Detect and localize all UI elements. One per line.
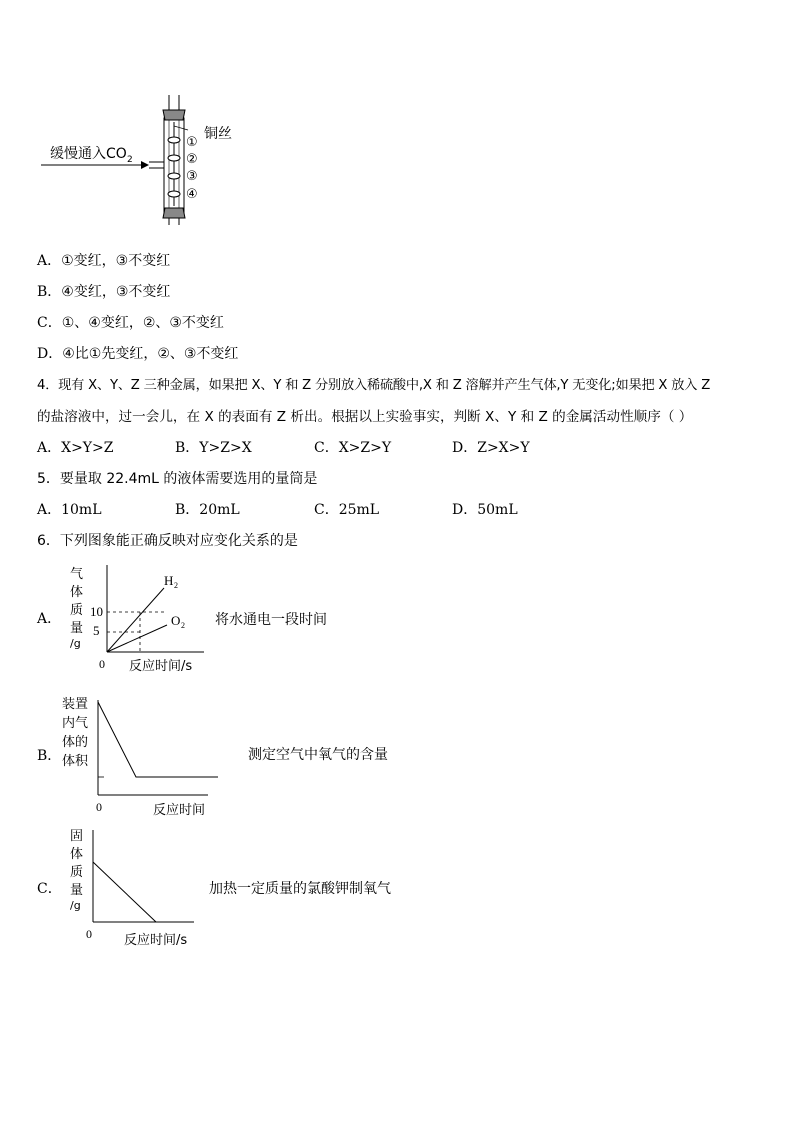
- position-label: ④: [186, 187, 198, 202]
- series-h2-line: [107, 588, 164, 652]
- x-axis-label: 反应时间: [153, 803, 206, 818]
- series-o2-line: [107, 625, 167, 652]
- q3-option-d: D．④比①先变红，②、③不变红: [37, 346, 239, 362]
- tick-label: 10: [90, 604, 103, 619]
- q3-option-a: A．①变红，③不变红: [37, 253, 171, 269]
- y-axis-label: 内气: [62, 716, 89, 731]
- q5-stem: 5．要量取 22.4mL 的液体需要选用的量筒是: [37, 471, 318, 487]
- series-label: H: [164, 573, 174, 588]
- graph-a: [64, 560, 214, 675]
- series-label-sub: 2: [181, 621, 185, 630]
- apparatus-diagram: [36, 90, 256, 225]
- y-axis-label: 体积: [62, 754, 89, 769]
- origin-label: 0: [99, 657, 105, 671]
- q3-option-c: C．①、④变红，②、③不变红: [37, 315, 224, 331]
- y-axis-label: 气: [70, 567, 84, 582]
- graph-b: [58, 690, 218, 818]
- q4-stem-line1: 4．现有 X、Y、Z 三种金属，如果把 X、Y 和 Z 分别放入稀硫酸中,X 和 Z 溶解并产生气体,Y 无变化;如果把 X 放入 Z: [37, 378, 711, 393]
- graph-c-letter: C．: [37, 881, 62, 897]
- paper-disc: [168, 191, 180, 197]
- series-label-sub: 2: [174, 581, 178, 590]
- q5-option-d: D．50mL: [452, 502, 518, 518]
- series-line: [93, 862, 156, 922]
- y-axis-label: 装置: [62, 697, 89, 712]
- q4-stem-line2: 的盐溶液中，过一会儿，在 X 的表面有 Z 析出。根据以上实验事实，判断 X、Y 和 Z 的金属活动性顺序（ ）: [37, 409, 693, 425]
- y-axis-label: 体的: [62, 735, 89, 750]
- y-axis-label: 质: [70, 865, 84, 880]
- q5-option-c: C．25mL: [314, 502, 380, 518]
- origin-label: 0: [86, 927, 92, 941]
- position-label: ③: [186, 169, 198, 184]
- q3-option-b: B．④变红，③不变红: [37, 284, 171, 300]
- graph-a-letter: A．: [37, 611, 62, 627]
- bottom-stopper: [163, 208, 185, 218]
- paper-disc: [168, 155, 180, 161]
- y-axis-unit: /g: [70, 637, 81, 650]
- y-axis-unit: /g: [70, 899, 81, 912]
- q4-option-c: C．X>Z>Y: [314, 440, 392, 456]
- tick-label: 5: [93, 623, 100, 638]
- position-label: ②: [186, 152, 198, 167]
- y-axis-label: 质: [70, 603, 84, 618]
- q4-option-a: A．X>Y>Z: [37, 440, 114, 456]
- q6-stem: 6．下列图象能正确反映对应变化关系的是: [37, 533, 298, 549]
- y-axis-label: 体: [70, 585, 84, 600]
- paper-disc: [168, 137, 180, 143]
- y-axis-label: 量: [70, 621, 84, 636]
- position-label: ①: [186, 135, 198, 150]
- y-axis-label: 固: [70, 829, 84, 844]
- graph-c-caption: 加热一定质量的氯酸钾制氧气: [209, 881, 391, 897]
- graph-a-caption: 将水通电一段时间: [215, 612, 327, 628]
- arrow-head-icon: [141, 161, 149, 169]
- top-stopper: [163, 110, 185, 120]
- y-axis-label: 体: [70, 847, 84, 862]
- x-axis-label: 反应时间/s: [129, 659, 193, 674]
- wire-label: 铜丝: [204, 126, 232, 142]
- inlet-subscript: 2: [127, 155, 133, 165]
- y-axis-label: 量: [70, 883, 84, 898]
- x-axis-label: 反应时间/s: [124, 933, 188, 948]
- graph-c: [64, 822, 214, 950]
- graph-b-letter: B．: [37, 748, 62, 764]
- inlet-label: 缓慢通入CO: [50, 146, 127, 162]
- q4-option-d: D．Z>X>Y: [452, 440, 530, 456]
- q4-option-b: B．Y>Z>X: [175, 440, 252, 456]
- q5-option-a: A．10mL: [37, 502, 102, 518]
- origin-label: 0: [96, 800, 102, 814]
- graph-b-caption: 测定空气中氧气的含量: [248, 747, 388, 763]
- paper-disc: [168, 173, 180, 179]
- series-line: [98, 702, 218, 777]
- q5-option-b: B．20mL: [175, 502, 240, 518]
- series-label: O: [171, 613, 181, 628]
